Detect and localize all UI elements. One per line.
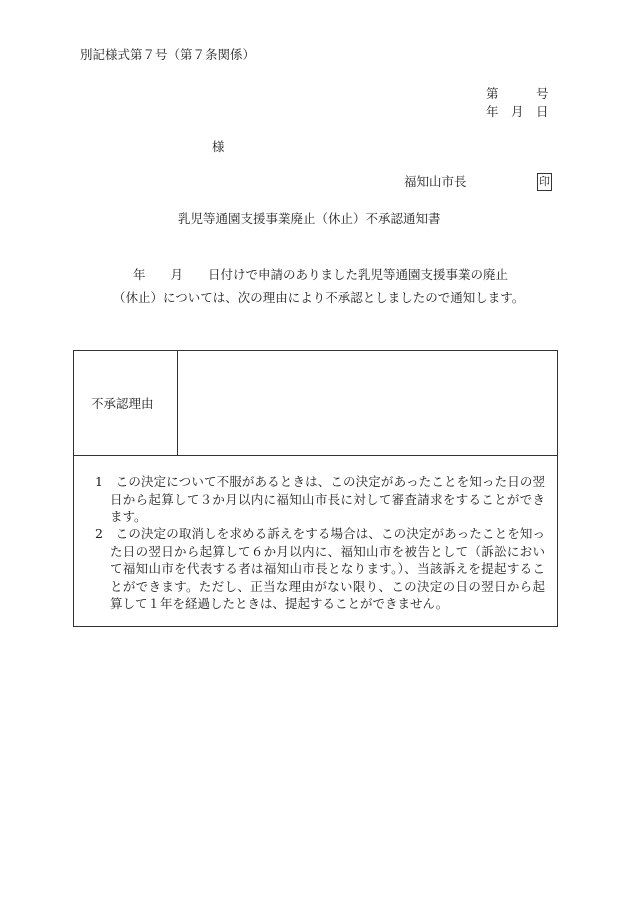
- addressee-suffix: 様: [212, 139, 225, 154]
- document-title: 乳児等通園支援事業廃止（休止）不承認通知書: [178, 211, 441, 226]
- table-column-divider: [177, 351, 178, 455]
- document-date: 年 月 日: [486, 104, 549, 119]
- body-line-2: （休止）については、次の理由により不承認としましたので通知します。: [113, 290, 525, 305]
- document-number: 第 号: [486, 86, 549, 101]
- note-appeal: 1 この決定について不服があるときは、この決定があったことを知った日の翌日から起算して３か月以内に福知山市長に対して審査請求をすることができます。: [95, 474, 545, 524]
- reason-table: [73, 350, 558, 627]
- note-lawsuit: 2 この決定の取消しを求める訴えをする場合は、この決定があったことを知った日の翌日から起算して６か月以内に、福知山市を被告として（訴訟において福知山市を代表する者は福知山市長となります。）、当該訴えを提起することができます。ただし、正当な理由がない限り、この決定の日の翌日から起算して１年を経過したときは、提起することができません。: [95, 526, 545, 611]
- reason-field[interactable]: [186, 361, 546, 445]
- issuer-name: 福知山市長: [404, 174, 467, 189]
- table-row-divider: [74, 455, 557, 456]
- reason-label: 不承認理由: [91, 396, 154, 411]
- body-line-1: 年 月 日付けで申請のありました乳児等通園支援事業の廃止: [133, 267, 509, 282]
- form-label: 別記様式第７号（第７条関係）: [80, 47, 256, 62]
- seal-box: 印: [537, 173, 552, 191]
